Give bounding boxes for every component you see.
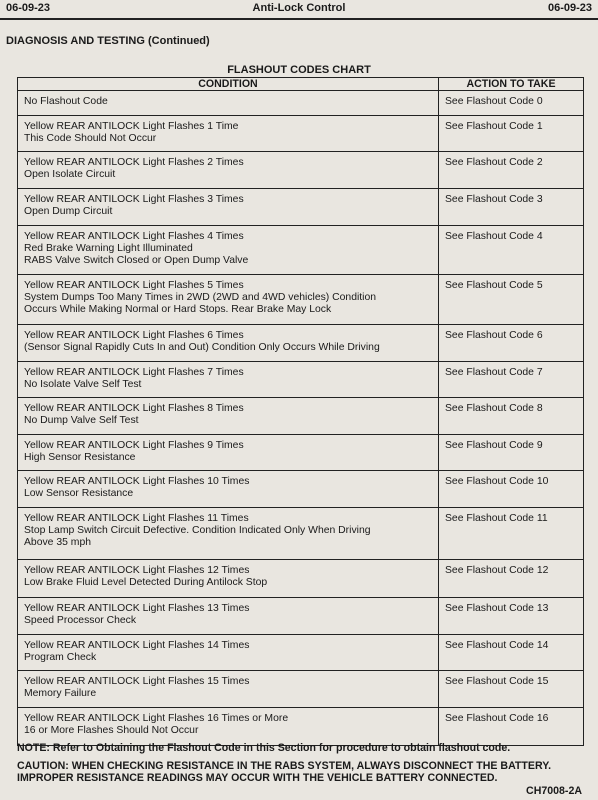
action-cell: See Flashout Code 1 — [439, 116, 584, 152]
action-cell: See Flashout Code 2 — [439, 152, 584, 189]
condition-cell — [18, 152, 439, 189]
condition-line: Yellow REAR ANTILOCK Light Flashes 13 Times — [24, 603, 250, 614]
condition-line: Open Dump Circuit — [24, 206, 113, 217]
condition-line: Yellow REAR ANTILOCK Light Flashes 11 Times — [24, 513, 249, 524]
caution-text — [17, 760, 592, 784]
condition-line: Program Check — [24, 652, 97, 663]
action-cell: See Flashout Code 13 — [439, 598, 584, 635]
table-row — [18, 471, 584, 508]
table-row — [18, 508, 584, 560]
action-cell: See Flashout Code 9 — [439, 435, 584, 471]
condition-line: Yellow REAR ANTILOCK Light Flashes 9 Times — [24, 440, 244, 451]
table-row — [18, 189, 584, 226]
table-row — [18, 435, 584, 471]
condition-line: Low Brake Fluid Level Detected During Antilock Stop — [24, 577, 268, 588]
note-text: NOTE: Refer to Obtaining the Flashout Code in this Section for procedure to obtain flashout code. — [17, 742, 511, 754]
condition-cell — [18, 189, 439, 226]
condition-line: No Flashout Code — [24, 96, 108, 107]
action-cell: See Flashout Code 7 — [439, 362, 584, 398]
condition-line: Yellow REAR ANTILOCK Light Flashes 3 Times — [24, 194, 244, 205]
condition-cell — [18, 91, 439, 116]
condition-line: 16 or More Flashes Should Not Occur — [24, 725, 199, 736]
page-header — [0, 0, 598, 20]
action-cell: See Flashout Code 8 — [439, 398, 584, 435]
condition-line: System Dumps Too Many Times in 2WD (2WD and 4WD vehicles) Condition — [24, 292, 377, 303]
action-cell: See Flashout Code 6 — [439, 325, 584, 362]
condition-cell — [18, 508, 439, 560]
condition-cell — [18, 471, 439, 508]
table-row — [18, 560, 584, 598]
header-section-code-left: 06-09-23 — [6, 2, 51, 14]
condition-line: RABS Valve Switch Closed or Open Dump Valve — [24, 255, 249, 266]
condition-cell — [18, 226, 439, 275]
header-section-code-right: 06-09-23 — [547, 2, 592, 14]
condition-line: No Isolate Valve Self Test — [24, 379, 142, 390]
condition-line: Low Sensor Resistance — [24, 488, 134, 499]
condition-line: Speed Processor Check — [24, 615, 137, 626]
condition-line: (Sensor Signal Rapidly Cuts In and Out) Condition Only Occurs While Driving — [24, 342, 380, 353]
condition-line: Open Isolate Circuit — [24, 169, 116, 180]
action-cell: See Flashout Code 15 — [439, 671, 584, 708]
table-row — [18, 152, 584, 189]
condition-line: Yellow REAR ANTILOCK Light Flashes 2 Times — [24, 157, 244, 168]
condition-cell — [18, 116, 439, 152]
action-cell: See Flashout Code 16 — [439, 708, 584, 746]
condition-line: Above 35 mph — [24, 537, 92, 548]
condition-line: Yellow REAR ANTILOCK Light Flashes 16 Times or More — [24, 713, 289, 724]
table-header-row — [18, 78, 584, 91]
condition-line: Yellow REAR ANTILOCK Light Flashes 4 Times — [24, 231, 244, 242]
table-row — [18, 116, 584, 152]
condition-cell — [18, 560, 439, 598]
action-cell: See Flashout Code 3 — [439, 189, 584, 226]
table-row — [18, 708, 584, 746]
table-row — [18, 226, 584, 275]
condition-line: This Code Should Not Occur — [24, 133, 157, 144]
header-title: Anti-Lock Control — [252, 2, 346, 14]
condition-line: Yellow REAR ANTILOCK Light Flashes 1 Time — [24, 121, 239, 132]
table-row — [18, 325, 584, 362]
condition-line: High Sensor Resistance — [24, 452, 136, 463]
condition-cell — [18, 598, 439, 635]
action-cell: See Flashout Code 12 — [439, 560, 584, 598]
condition-line: No Dump Valve Self Test — [24, 415, 139, 426]
condition-cell — [18, 362, 439, 398]
table-row — [18, 91, 584, 116]
condition-line: Stop Lamp Switch Circuit Defective. Condition Indicated Only When Driving — [24, 525, 371, 536]
figure-reference: CH7008-2A — [526, 785, 582, 797]
condition-line: Yellow REAR ANTILOCK Light Flashes 15 Times — [24, 676, 250, 687]
action-cell: See Flashout Code 4 — [439, 226, 584, 275]
table-row — [18, 671, 584, 708]
condition-line: Yellow REAR ANTILOCK Light Flashes 14 Times — [24, 640, 250, 651]
column-header-condition: CONDITION — [18, 78, 439, 91]
action-cell: See Flashout Code 14 — [439, 635, 584, 671]
table-body — [18, 91, 584, 746]
condition-cell — [18, 398, 439, 435]
section-title: DIAGNOSIS AND TESTING (Continued) — [6, 35, 210, 47]
action-cell: See Flashout Code 0 — [439, 91, 584, 116]
condition-line: Yellow REAR ANTILOCK Light Flashes 10 Times — [24, 476, 250, 487]
table-row — [18, 598, 584, 635]
chart-title: FLASHOUT CODES CHART — [227, 64, 371, 76]
caution-line: IMPROPER RESISTANCE READINGS MAY OCCUR WITH THE VEHICLE BATTERY CONNECTED. — [17, 772, 498, 784]
condition-cell — [18, 325, 439, 362]
condition-cell — [18, 435, 439, 471]
action-cell: See Flashout Code 11 — [439, 508, 584, 560]
condition-line: Yellow REAR ANTILOCK Light Flashes 12 Times — [24, 565, 250, 576]
flashout-codes-table — [17, 77, 584, 746]
table-row — [18, 275, 584, 325]
condition-cell — [18, 708, 439, 746]
action-cell: See Flashout Code 10 — [439, 471, 584, 508]
condition-cell — [18, 671, 439, 708]
condition-line: Yellow REAR ANTILOCK Light Flashes 7 Times — [24, 367, 244, 378]
table-row — [18, 362, 584, 398]
condition-line: Yellow REAR ANTILOCK Light Flashes 5 Times — [24, 280, 244, 291]
condition-line: Yellow REAR ANTILOCK Light Flashes 8 Times — [24, 403, 244, 414]
table-row — [18, 635, 584, 671]
condition-cell — [18, 275, 439, 325]
caution-line: CAUTION: WHEN CHECKING RESISTANCE IN THE RABS SYSTEM, ALWAYS DISCONNECT THE BATTERY. — [17, 760, 552, 772]
table-row — [18, 398, 584, 435]
condition-line: Red Brake Warning Light Illuminated — [24, 243, 193, 254]
condition-cell — [18, 635, 439, 671]
condition-line: Occurs While Making Normal or Hard Stops. Rear Brake May Lock — [24, 304, 332, 315]
action-cell: See Flashout Code 5 — [439, 275, 584, 325]
column-header-action: ACTION TO TAKE — [439, 78, 584, 91]
condition-line: Yellow REAR ANTILOCK Light Flashes 6 Times — [24, 330, 244, 341]
condition-line: Memory Failure — [24, 688, 97, 699]
